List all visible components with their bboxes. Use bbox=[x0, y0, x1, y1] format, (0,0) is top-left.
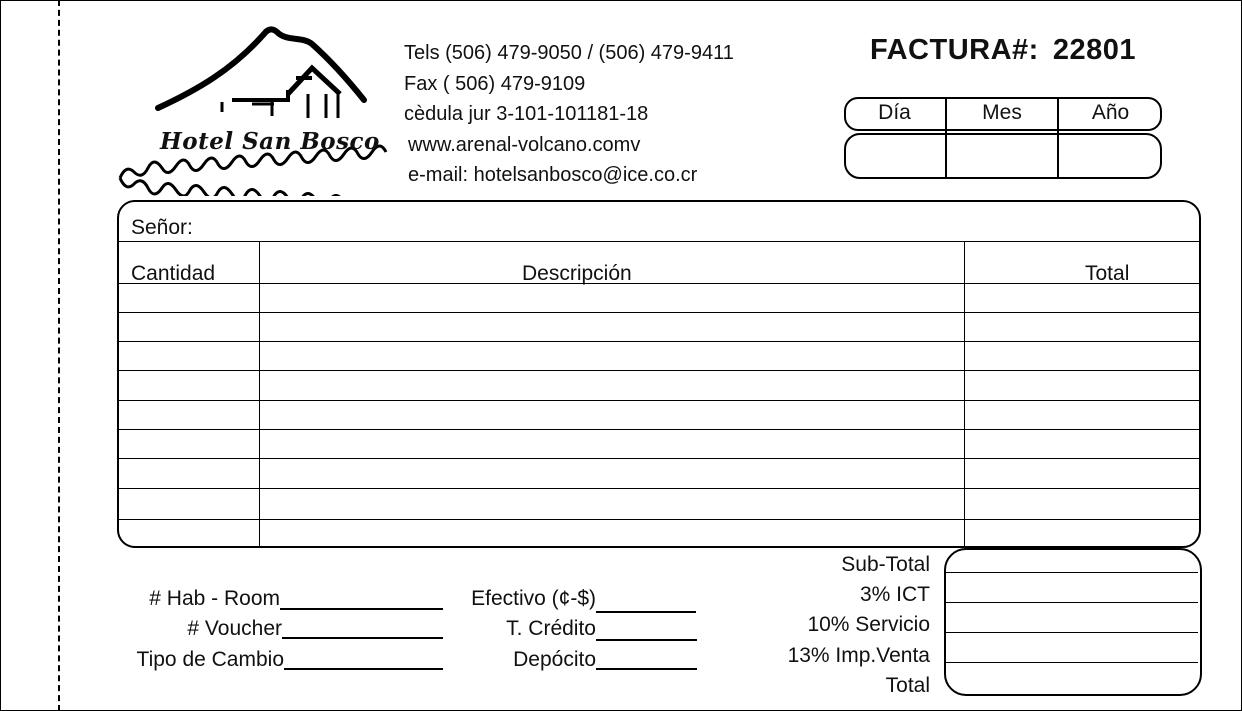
subtotal-label: Sub-Total bbox=[841, 553, 930, 576]
cash-field[interactable] bbox=[596, 611, 696, 613]
phone-numbers: Tels (506) 479-9050 / (506) 479-9411 bbox=[404, 42, 734, 64]
column-header-total: Total bbox=[1085, 262, 1130, 285]
fax-number: Fax ( 506) 479-9109 bbox=[404, 72, 586, 95]
email: e-mail: hotelsanbosco@ice.co.cr bbox=[408, 164, 698, 186]
customer-label: Señor: bbox=[131, 216, 193, 239]
table-row-line bbox=[118, 488, 1200, 489]
hotel-logo bbox=[112, 20, 392, 196]
deposit-label: Depócito bbox=[513, 648, 596, 671]
table-row-line bbox=[118, 400, 1200, 401]
voucher-label: # Voucher bbox=[187, 617, 282, 640]
totals-box bbox=[944, 548, 1202, 696]
room-label: # Hab - Room bbox=[149, 587, 280, 610]
table-row-line bbox=[118, 283, 1200, 284]
room-field[interactable] bbox=[280, 608, 443, 610]
subtotal-field[interactable] bbox=[946, 572, 1198, 573]
table-row-line bbox=[118, 370, 1200, 371]
website: www.arenal-volcano.comv bbox=[408, 133, 641, 156]
column-header-quantity: Cantidad bbox=[131, 262, 216, 285]
deposit-field[interactable] bbox=[596, 668, 697, 670]
day-label: Día bbox=[878, 101, 911, 124]
customer-name-field[interactable] bbox=[200, 208, 1190, 240]
day-field[interactable] bbox=[848, 135, 943, 177]
ict-label: 3% ICT bbox=[859, 583, 930, 607]
year-field[interactable] bbox=[1061, 135, 1158, 177]
table-row-line bbox=[118, 341, 1200, 342]
voucher-field[interactable] bbox=[282, 637, 443, 639]
table-row-line bbox=[118, 458, 1200, 459]
month-field[interactable] bbox=[949, 135, 1055, 177]
customer-row-line bbox=[118, 241, 1200, 242]
credit-card-label: T. Crédito bbox=[506, 617, 596, 640]
invoice-label: FACTURA#: bbox=[870, 34, 1039, 66]
perforation-line bbox=[58, 0, 60, 711]
sales-tax-label: 13% Imp.Venta bbox=[787, 643, 930, 667]
cedula-juridica: cèdula jur 3-101-101181-18 bbox=[404, 103, 649, 125]
month-label: Mes bbox=[982, 101, 1022, 124]
year-label: Año bbox=[1091, 101, 1130, 124]
items-table bbox=[117, 200, 1201, 548]
credit-card-field[interactable] bbox=[596, 639, 697, 641]
exchange-rate-label: Tipo de Cambio bbox=[136, 648, 284, 671]
table-row-line bbox=[118, 429, 1200, 430]
ict-field[interactable] bbox=[946, 602, 1198, 603]
exchange-rate-field[interactable] bbox=[284, 668, 443, 670]
column-divider bbox=[964, 242, 965, 547]
invoice-number bbox=[870, 34, 1136, 67]
date-box bbox=[844, 97, 1162, 179]
cash-label: Efectivo (¢-$) bbox=[471, 587, 596, 610]
hotel-name: Hotel San Bosco bbox=[160, 128, 380, 155]
table-row-line bbox=[118, 312, 1200, 313]
table-row-line bbox=[118, 519, 1200, 520]
sales-tax-field[interactable] bbox=[946, 662, 1198, 663]
column-divider bbox=[259, 242, 260, 547]
contact-info bbox=[404, 38, 824, 191]
service-label: 10% Servicio bbox=[807, 613, 930, 637]
grand-total-label: Total bbox=[885, 673, 930, 697]
invoice-number-value: 22801 bbox=[1052, 34, 1136, 66]
totals-labels bbox=[700, 550, 930, 701]
service-field[interactable] bbox=[946, 632, 1198, 633]
column-header-description: Descripción bbox=[522, 262, 632, 285]
